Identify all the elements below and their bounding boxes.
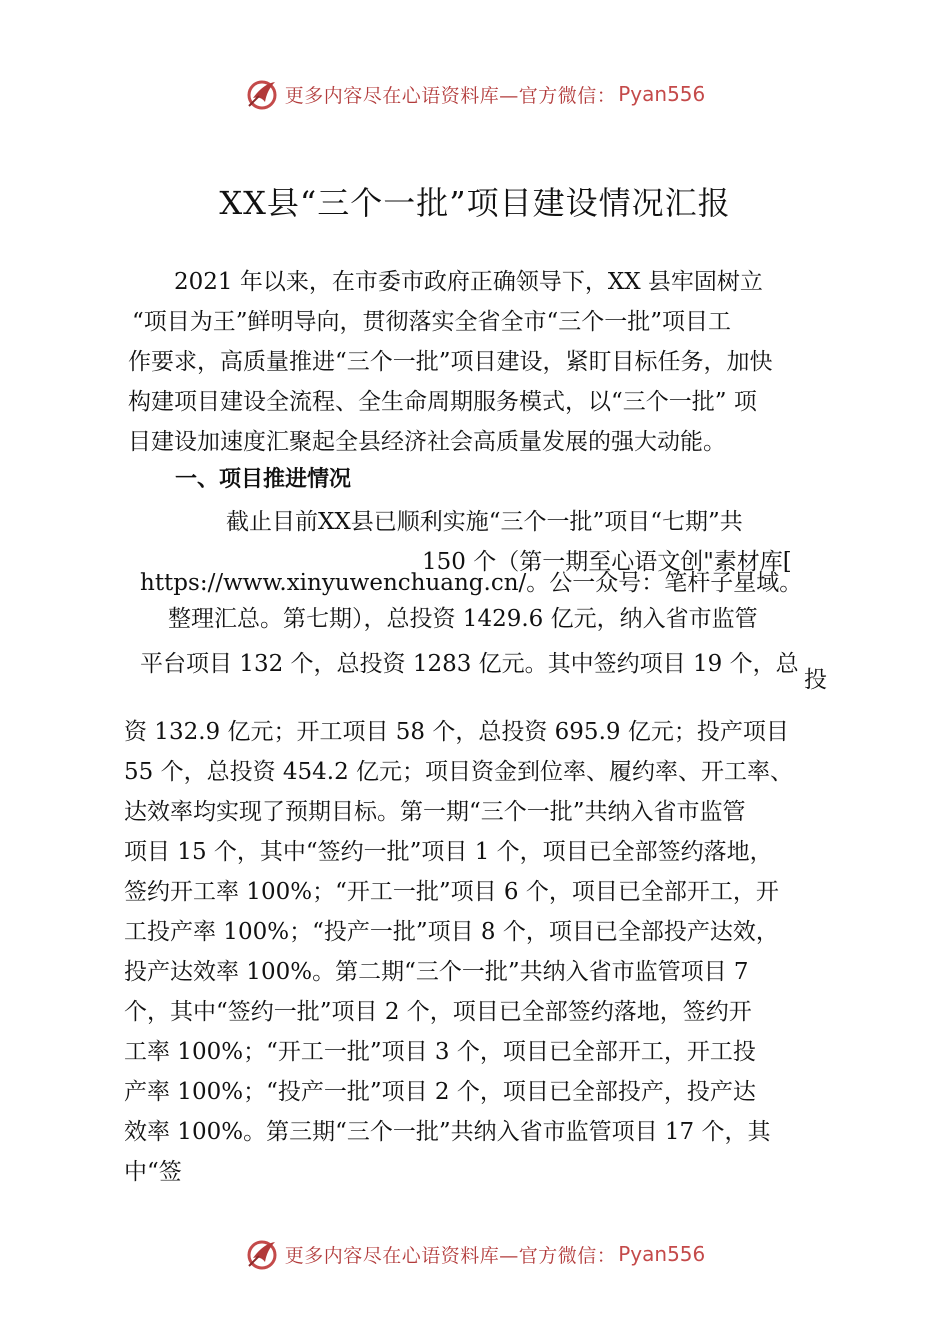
intro-line: 目建设加速度汇聚起全县经济社会高质量发展的强大动能。 xyxy=(128,429,726,455)
section-line: 平台项目 132 个，总投资 1283 亿元。其中签约项目 19 个，总 xyxy=(140,651,799,677)
section1-paragraph xyxy=(0,502,950,693)
section-line: 产率 100%；“投产一批”项目 2 个，项目已全部投产，投产达 xyxy=(124,1079,756,1105)
section-line: 55 个，总投资 454.2 亿元；项目资金到位率、履约率、开工率、 xyxy=(124,759,794,785)
section-line: 资 132.9 亿元；开工项目 58 个，总投资 695.9 亿元；投产项目 xyxy=(124,719,789,745)
banner-text: 更多内容尽在心语资料库—官方微信： xyxy=(284,1244,617,1267)
section-line: 工率 100%；“开工一批”项目 3 个，项目已全部开工，开工投 xyxy=(124,1039,756,1065)
intro-line: 作要求，高质量推进“三个一批”项目建设，紧盯目标任务，加快 xyxy=(128,349,773,375)
intro-line: 2021 年以来，在市委市政府正确领导下，XX 县牢固树立 xyxy=(174,269,763,295)
intro-line: 构建项目建设全流程、全生命周期服务模式，以“三个一批” 项 xyxy=(128,389,757,415)
section-line: 签约开工率 100%；“开工一批”项目 6 个，项目已全部开工，开 xyxy=(124,879,779,905)
logo-icon xyxy=(245,76,281,112)
document-title: XX县“三个一批”项目建设情况汇报 xyxy=(219,184,731,222)
header-watermark-banner xyxy=(0,72,950,116)
banner-text: 更多内容尽在心语资料库—官方微信： xyxy=(284,84,617,107)
logo-icon xyxy=(245,1236,281,1272)
intro-line: “项目为王”鲜明导向，贯彻落实全省全市“三个一批”项目工 xyxy=(132,309,732,335)
section-line: 投产达效率 100%。第二期“三个一批”共纳入省市监管项目 7 xyxy=(124,959,749,985)
section-line: 工投产率 100%；“投产一批”项目 8 个，项目已全部投产达效， xyxy=(124,919,779,945)
section-line: 投 xyxy=(804,667,827,693)
section-heading: 一、项目推进情况 xyxy=(175,467,352,492)
section-line: 达效率均实现了预期目标。第一期“三个一批”共纳入省市监管 xyxy=(124,799,746,825)
section-line: https://www.xinyuwenchuang.cn/。公一众号：笔杆子星域。 xyxy=(140,570,803,596)
section-line: 效率 100%。第三期“三个一批”共纳入省市监管项目 17 个，其 xyxy=(124,1119,771,1145)
section-line: 中“签 xyxy=(124,1159,182,1185)
banner-wechat-id: Pyan556 xyxy=(618,82,706,106)
banner-wechat-id: Pyan556 xyxy=(618,1242,706,1266)
section-line: 150 个（第一期至心语文创"素材库[ xyxy=(422,549,792,575)
section1-paragraph-continued xyxy=(124,712,844,1192)
section-line: 个，其中“签约一批”项目 2 个，项目已全部签约落地，签约开 xyxy=(124,999,752,1025)
intro-paragraph xyxy=(128,262,844,462)
section-line: 项目 15 个，其中“签约一批”项目 1 个，项目已全部签约落地， xyxy=(124,839,773,865)
footer-watermark-banner xyxy=(0,1232,950,1276)
section-line: 截止目前XX县已顺利实施“三个一批”项目“七期”共 xyxy=(226,509,743,535)
section-line: 整理汇总。第七期），总投资 1429.6 亿元，纳入省市监管 xyxy=(168,606,758,632)
